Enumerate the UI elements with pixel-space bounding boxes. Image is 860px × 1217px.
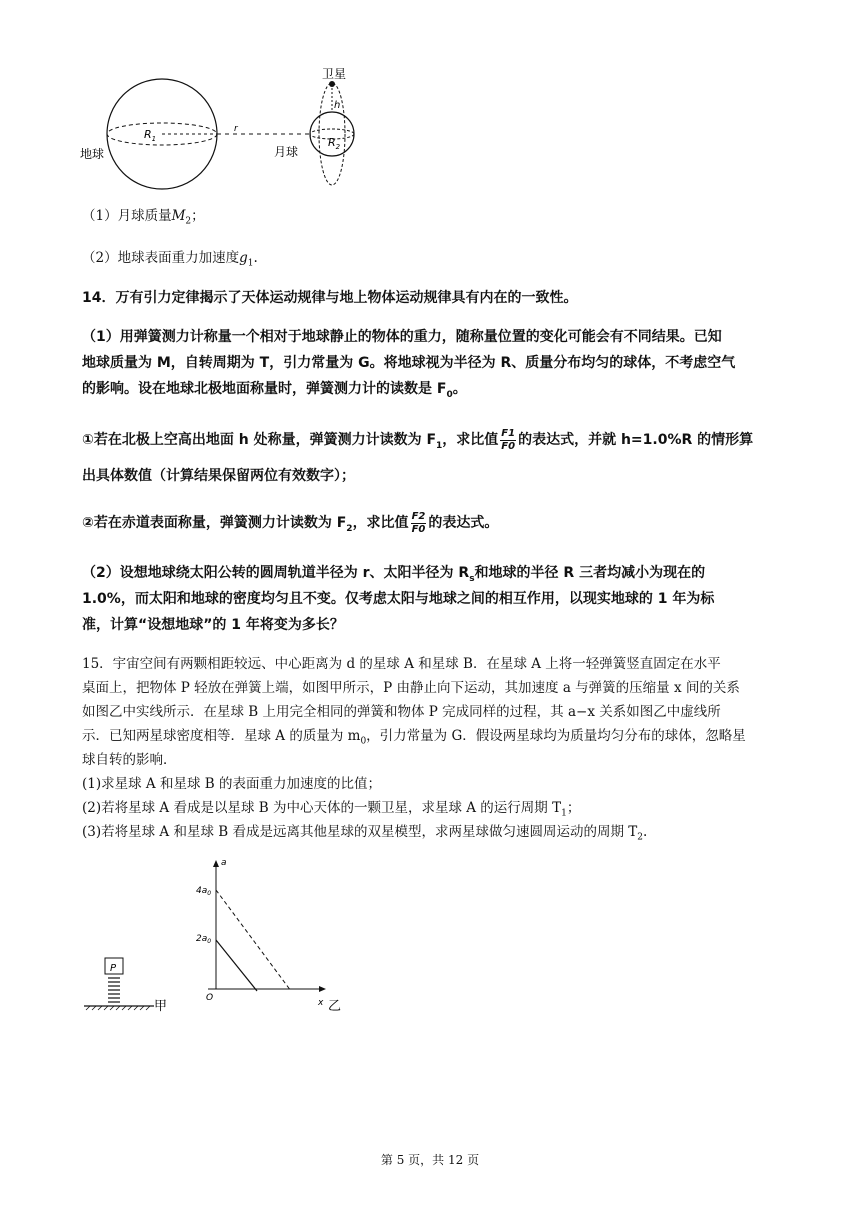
- q14-p1-line3: 的影响。设在地球北极地面称量时，弹簧测力计的读数是 $F_0$。: [82, 381, 467, 400]
- q13-item2: （2）地球表面重力加速度$g_1$.: [82, 250, 258, 269]
- ratio-f1-f0: $\frac{F1}{F0}$: [501, 427, 516, 452]
- satellite-dot: [329, 81, 335, 87]
- r1-label: $R_1$: [144, 128, 157, 143]
- yi-label: 乙: [328, 999, 342, 1014]
- earth-label: 地球: [80, 147, 105, 161]
- spring-graph-figure: [76, 852, 356, 1022]
- ratio-f2-f0: $\frac{F2}{F0}$: [411, 510, 426, 535]
- moon-circle: [310, 112, 354, 156]
- r-label: r: [234, 124, 238, 134]
- h-label: h: [334, 100, 341, 111]
- q14-sub1-line2: 出具体数值（计算结果保留两位有效数字）；: [82, 468, 355, 484]
- q14-sub1-line1: ①若在北极上空高出地面 h 处称量，弹簧测力计读数为 $F_1$，求比值 $\frac{F1}{F0}$ 的表达式，并就 h=1.0%R 的情形算: [82, 427, 754, 452]
- q14-p1-line2: 地球质量为 M，自转周期为 T，引力常量为 G。将地球视为半径为 R、质量分布均匀的球体，不考虑空气: [82, 355, 736, 371]
- a-axis-label: a: [221, 858, 227, 868]
- tick-2a0: $2a_0$: [196, 934, 212, 945]
- moon-label: 月球: [274, 145, 299, 159]
- q15-line1: 15．宇宙空间有两颗相距较远、中心距离为 d 的星球 A 和星球 B．在星球 A 上将一轻弹簧竖直固定在水平: [82, 656, 721, 672]
- page-footer: 第 5 页，共 12 页: [380, 1153, 480, 1167]
- spring-coil: [108, 978, 120, 1002]
- q14-p2-line3: 准，计算“设想地球”的 1 年将变为多长？: [82, 617, 344, 633]
- q14-p2-line1: （2）设想地球绕太阳公转的圆周轨道半径为 r、太阳半径为 $R_s$和地球的半径 R 三者均减小为现在的: [82, 565, 706, 584]
- satellite-orbit: [319, 83, 345, 185]
- q15-question3: (3)若将星球 A 和星球 B 看成是远离其他星球的双星模型，求两星球做匀速圆周运动的周期 $T_2$.: [82, 824, 648, 843]
- satellite-label: 卫星: [322, 68, 347, 81]
- q15-line4: 示．已知两星球密度相等．星球 A 的质量为 $m_0$，引力常量为 G．假设两星球均为质量均匀分布的球体，忽略星: [82, 728, 746, 747]
- x-axis-arrow: [319, 986, 326, 992]
- jia-label: 甲: [154, 999, 168, 1014]
- tick-4a0: $4a_0$: [196, 886, 212, 897]
- q15-line5: 球自转的影响．: [82, 752, 177, 768]
- q15-line3: 如图乙中实线所示．在星球 B 上用完全相同的弹簧和物体 P 完成同样的过程，其 a−x 关系如图乙中虚线所: [82, 704, 721, 720]
- q15-question1: (1)求星球 A 和星球 B 的表面重力加速度的比值；: [82, 776, 381, 792]
- x-axis-label: x: [318, 998, 324, 1008]
- q14-title: 14．万有引力定律揭示了天体运动规律与地上物体运动规律具有内在的一致性。: [82, 290, 578, 306]
- q13-item1: （1）月球质量$M_2$；: [82, 208, 205, 227]
- planet-b-line: [216, 890, 291, 991]
- earth-moon-figure: [78, 68, 378, 198]
- q15-line2: 桌面上，把物体 P 轻放在弹簧上端，如图甲所示，P 由静止向下运动，其加速度 a 与弹簧的压缩量 x 间的关系: [82, 680, 740, 696]
- origin-label: O: [206, 993, 214, 1003]
- q14-p1-line1: （1）用弹簧测力计称量一个相对于地球静止的物体的重力，随称量位置的变化可能会有不同结果。已知: [82, 329, 722, 345]
- r2-label: $R_2$: [328, 136, 341, 151]
- q15-question2: (2)若将星球 A 看成是以星球 B 为中心天体的一颗卫星，求星球 A 的运行周期 $T_1$；: [82, 800, 581, 819]
- a-axis-arrow: [213, 860, 219, 867]
- block-p-label: P: [110, 963, 117, 974]
- q14-p2-line2: 1.0%，而太阳和地球的密度均匀且不变。仅考虑太阳与地球之间的相互作用，以现实地球的 1 年为标: [82, 591, 715, 607]
- q14-sub2: ②若在赤道表面称量，弹簧测力计读数为 $F_2$，求比值 $\frac{F2}{F0}$ 的表达式。: [82, 510, 499, 535]
- planet-a-line: [216, 940, 257, 991]
